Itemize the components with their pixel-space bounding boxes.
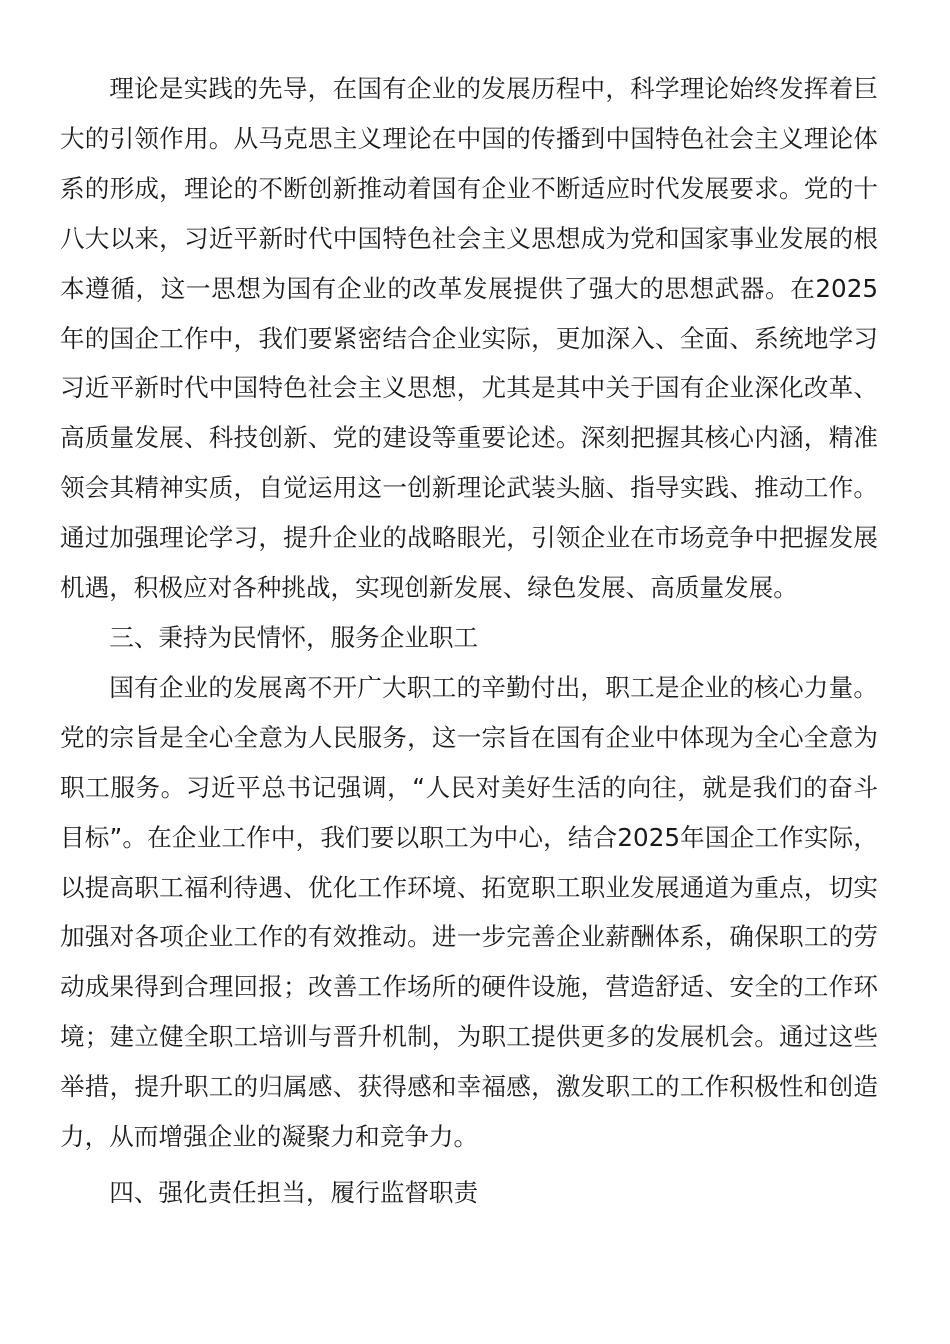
section-heading-3: 三、秉持为民情怀，服务企业职工: [109, 622, 479, 652]
paragraph-theory-guidance: 理论是实践的先导，在国有企业的发展历程中，科学理论始终发挥着巨大的引领作用。从马克思主义理论在中国的传播到中国特色社会主义理论体系的形成，理论的不断创新推动着国有企业不断适应时代发展要求。党的十八大以来，习近平新时代中国特色社会主义思想成为党和国家事业发展的根本遵循，这一思想为国有企业的改革发展提供了强大的思想武器。在2025年的国企工作中，我们要紧密结合企业实际，更加深入、全面、系统地学习习近平新时代中国特色社会主义思想，尤其是其中关于国有企业深化改革、高质量发展、科技创新、党的建设等重要论述。深刻把握其核心内涵，精准领会其精神实质，自觉运用这一创新理论武装头脑、指导实践、推动工作。通过加强理论学习，提升企业的战略眼光，引领企业在市场竞争中把握发展机遇，积极应对各种挑战，实现创新发展、绿色发展、高质量发展。: [60, 74, 878, 603]
section-heading-4: 四、强化责任担当，履行监督职责: [109, 1177, 479, 1207]
paragraph-serve-employees: 国有企业的发展离不开广大职工的辛勤付出，职工是企业的核心力量。党的宗旨是全心全意为人民服务，这一宗旨在国有企业中体现为全心全意为职工服务。习近平总书记强调，“人民对美好生活的向往，就是我们的奋斗目标”。在企业工作中，我们要以职工为中心，结合2025年国企工作实际，以提高职工福利待遇、优化工作环境、拓宽职工职业发展通道为重点，切实加强对各项企业工作的有效推动。进一步完善企业薪酬体系，确保职工的劳动成果得到合理回报；改善工作场所的硬件设施，营造舒适、安全的工作环境；建立健全职工培训与晋升机制，为职工提供更多的发展机会。通过这些举措，提升职工的归属感、获得感和幸福感，激发职工的工作积极性和创造力，从而增强企业的凝聚力和竞争力。: [60, 672, 878, 1152]
document-page: [60, 64, 878, 1218]
